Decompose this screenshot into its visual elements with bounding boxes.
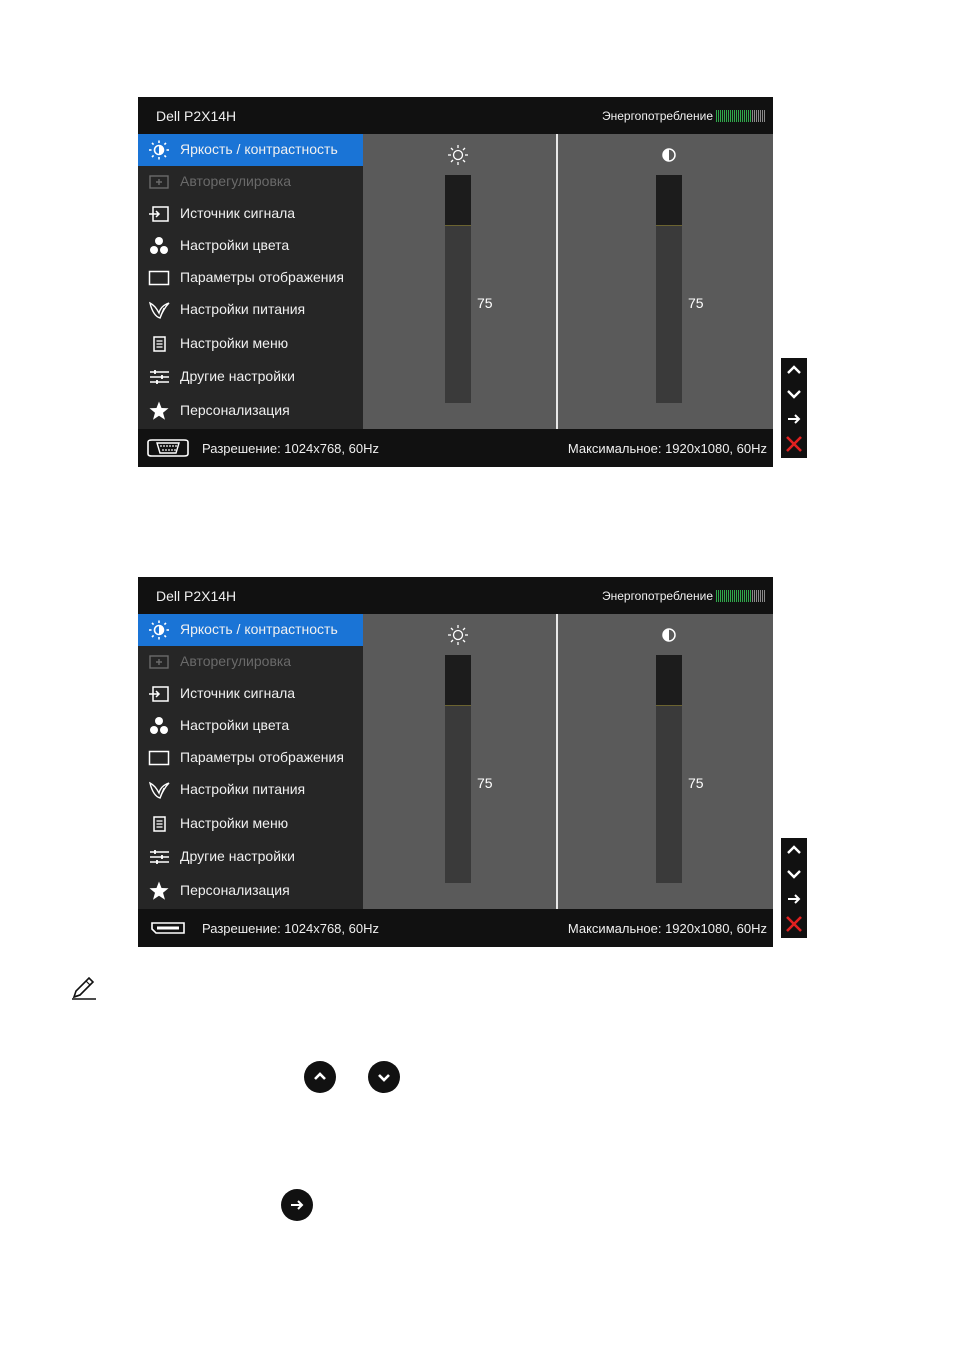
power-bar — [734, 110, 735, 122]
power-bar — [726, 590, 727, 602]
menu-item-input-source[interactable] — [138, 198, 363, 230]
power-bar — [736, 590, 737, 602]
menu-item-label: Параметры отображения — [180, 269, 344, 285]
display-settings-icon — [148, 268, 170, 288]
vga-connector-icon — [146, 438, 190, 458]
power-bar — [746, 590, 747, 602]
auto-adjust-icon — [148, 652, 170, 672]
menu-item-label: Источник сигнала — [180, 685, 296, 701]
menu-item-color-settings[interactable] — [138, 710, 363, 742]
osd-footer — [138, 909, 773, 947]
power-bar — [730, 110, 731, 122]
current-resolution: Разрешение: 1024x768, 60Hz — [202, 921, 379, 936]
up-round-icon — [311, 1068, 329, 1086]
menu-item-brightness-contrast[interactable] — [138, 614, 363, 646]
power-bar — [722, 110, 723, 122]
current-resolution: Разрешение: 1024x768, 60Hz — [202, 441, 379, 456]
menu-item-other-settings[interactable] — [138, 841, 363, 873]
down-round-button[interactable] — [368, 1061, 400, 1093]
sun-icon — [447, 624, 469, 646]
menu-item-display-settings[interactable] — [138, 262, 363, 294]
menu-settings-icon — [148, 814, 170, 834]
power-bar — [760, 590, 761, 602]
power-bar — [740, 110, 741, 122]
power-bar — [716, 590, 717, 602]
menu-item-personalize[interactable] — [138, 875, 363, 907]
power-bar — [748, 590, 749, 602]
power-bar — [752, 110, 753, 122]
color-settings-icon — [148, 716, 170, 736]
power-bar — [716, 110, 717, 122]
power-bar — [732, 590, 733, 602]
power-bar — [754, 110, 755, 122]
power-bar — [758, 590, 759, 602]
contrast-slider[interactable] — [656, 655, 682, 883]
menu-item-label: Персонализация — [180, 882, 290, 898]
power-bar — [750, 110, 751, 122]
brightness-value: 75 — [477, 295, 493, 311]
auto-adjust-icon — [148, 172, 170, 192]
menu-item-power-settings[interactable] — [138, 774, 363, 806]
other-settings-icon — [148, 367, 170, 387]
brightness-contrast-icon — [148, 140, 170, 160]
adjust-panel — [363, 614, 773, 909]
contrast-icon — [658, 624, 680, 646]
enter-button[interactable] — [781, 407, 807, 432]
max-resolution: Максимальное: 1920x1080, 60Hz — [567, 921, 767, 936]
exit-button[interactable] — [781, 912, 807, 937]
power-bar — [750, 590, 751, 602]
power-bar — [756, 590, 757, 602]
menu-item-brightness-contrast[interactable] — [138, 134, 363, 166]
panel-divider — [556, 134, 558, 429]
osd-nav-buttons — [781, 838, 807, 938]
osd-footer — [138, 429, 773, 467]
power-bar — [728, 590, 729, 602]
power-bar — [718, 110, 719, 122]
input-source-icon — [148, 204, 170, 224]
menu-item-label: Другие настройки — [180, 848, 295, 864]
menu-item-label: Авторегулировка — [180, 173, 292, 189]
menu-item-label: Настройки питания — [180, 781, 306, 797]
max-resolution: Максимальное: 1920x1080, 60Hz — [567, 441, 767, 456]
osd-nav-buttons — [781, 358, 807, 458]
power-label: Энергопотребление — [601, 109, 713, 123]
up-icon — [785, 841, 803, 859]
menu-item-label: Источник сигнала — [180, 205, 296, 221]
menu-item-power-settings[interactable] — [138, 294, 363, 326]
down-round-icon — [375, 1068, 393, 1086]
power-bars — [716, 590, 766, 602]
other-settings-icon — [148, 847, 170, 867]
osd-header — [138, 97, 773, 134]
menu-item-label: Другие настройки — [180, 368, 295, 384]
osd-title: Dell P2X14H — [156, 588, 237, 604]
up-button[interactable] — [781, 358, 807, 383]
contrast-icon — [658, 144, 680, 166]
power-bar — [732, 110, 733, 122]
power-bar — [726, 110, 727, 122]
power-bar — [744, 110, 745, 122]
power-bar — [754, 590, 755, 602]
power-bar — [720, 110, 721, 122]
power-bar — [764, 590, 765, 602]
power-bar — [742, 110, 743, 122]
power-bar — [744, 590, 745, 602]
menu-item-auto-adjust[interactable] — [138, 646, 363, 678]
down-icon — [785, 385, 803, 403]
menu-item-label: Параметры отображения — [180, 749, 344, 765]
power-bar — [760, 110, 761, 122]
power-bar — [764, 110, 765, 122]
power-bar — [718, 590, 719, 602]
power-bar — [724, 590, 725, 602]
power-meter — [602, 589, 766, 603]
power-bar — [736, 110, 737, 122]
personalize-star-icon — [148, 881, 170, 901]
power-bar — [724, 110, 725, 122]
personalize-star-icon — [148, 401, 170, 421]
power-bar — [748, 110, 749, 122]
slider-empty-segment — [656, 175, 682, 226]
power-bar — [758, 110, 759, 122]
osd-window-dp — [138, 577, 773, 947]
menu-item-label: Персонализация — [180, 402, 290, 418]
power-bar — [746, 110, 747, 122]
contrast-value: 75 — [688, 295, 704, 311]
osd-menu — [138, 614, 363, 909]
menu-item-personalize[interactable] — [138, 395, 363, 427]
close-icon — [785, 915, 803, 933]
power-settings-icon — [148, 780, 170, 800]
up-icon — [785, 361, 803, 379]
menu-item-label: Настройки питания — [180, 301, 306, 317]
slider-empty-segment — [445, 655, 471, 706]
power-bar — [720, 590, 721, 602]
right-arrow-icon — [785, 410, 803, 428]
menu-settings-icon — [148, 334, 170, 354]
brightness-contrast-icon — [148, 620, 170, 640]
power-bar — [752, 590, 753, 602]
dp-connector-icon — [146, 918, 190, 938]
down-button[interactable] — [781, 862, 807, 887]
input-source-icon — [148, 684, 170, 704]
close-icon — [785, 435, 803, 453]
menu-item-input-source[interactable] — [138, 678, 363, 710]
contrast-value: 75 — [688, 775, 704, 791]
menu-item-label: Авторегулировка — [180, 653, 292, 669]
osd-menu — [138, 134, 363, 429]
brightness-value: 75 — [477, 775, 493, 791]
menu-item-auto-adjust[interactable] — [138, 166, 363, 198]
enter-round-icon — [288, 1196, 306, 1214]
note-pencil-icon — [70, 975, 98, 1001]
display-settings-icon — [148, 748, 170, 768]
menu-item-label: Яркость / контрастность — [180, 141, 338, 157]
power-meter — [602, 109, 766, 123]
menu-item-menu-settings[interactable] — [138, 328, 363, 360]
down-icon — [785, 865, 803, 883]
power-bar — [730, 590, 731, 602]
down-button[interactable] — [781, 382, 807, 407]
exit-button[interactable] — [781, 432, 807, 457]
adjust-panel — [363, 134, 773, 429]
power-bar — [728, 110, 729, 122]
panel-divider — [556, 614, 558, 909]
osd-window-vga — [138, 97, 773, 467]
slider-empty-segment — [656, 655, 682, 706]
brightness-slider[interactable] — [445, 175, 471, 403]
menu-item-label: Настройки цвета — [180, 237, 290, 253]
power-bars — [716, 110, 766, 122]
power-bar — [762, 590, 763, 602]
right-arrow-icon — [785, 890, 803, 908]
osd-title: Dell P2X14H — [156, 108, 237, 124]
power-bar — [738, 590, 739, 602]
enter-button[interactable] — [781, 887, 807, 912]
power-bar — [738, 110, 739, 122]
menu-item-label: Настройки цвета — [180, 717, 290, 733]
power-bar — [756, 110, 757, 122]
menu-item-label: Настройки меню — [180, 815, 289, 831]
menu-item-label: Настройки меню — [180, 335, 289, 351]
up-round-button[interactable] — [304, 1061, 336, 1093]
menu-item-display-settings[interactable] — [138, 742, 363, 774]
slider-empty-segment — [445, 175, 471, 226]
enter-round-button[interactable] — [281, 1189, 313, 1221]
contrast-slider[interactable] — [656, 175, 682, 403]
osd-header — [138, 577, 773, 614]
menu-item-menu-settings[interactable] — [138, 808, 363, 840]
up-button[interactable] — [781, 838, 807, 863]
power-settings-icon — [148, 300, 170, 320]
power-bar — [762, 110, 763, 122]
color-settings-icon — [148, 236, 170, 256]
power-label: Энергопотребление — [601, 589, 713, 603]
brightness-slider[interactable] — [445, 655, 471, 883]
menu-item-other-settings[interactable] — [138, 361, 363, 393]
sun-icon — [447, 144, 469, 166]
power-bar — [734, 590, 735, 602]
power-bar — [742, 590, 743, 602]
power-bar — [740, 590, 741, 602]
menu-item-label: Яркость / контрастность — [180, 621, 338, 637]
menu-item-color-settings[interactable] — [138, 230, 363, 262]
power-bar — [722, 590, 723, 602]
